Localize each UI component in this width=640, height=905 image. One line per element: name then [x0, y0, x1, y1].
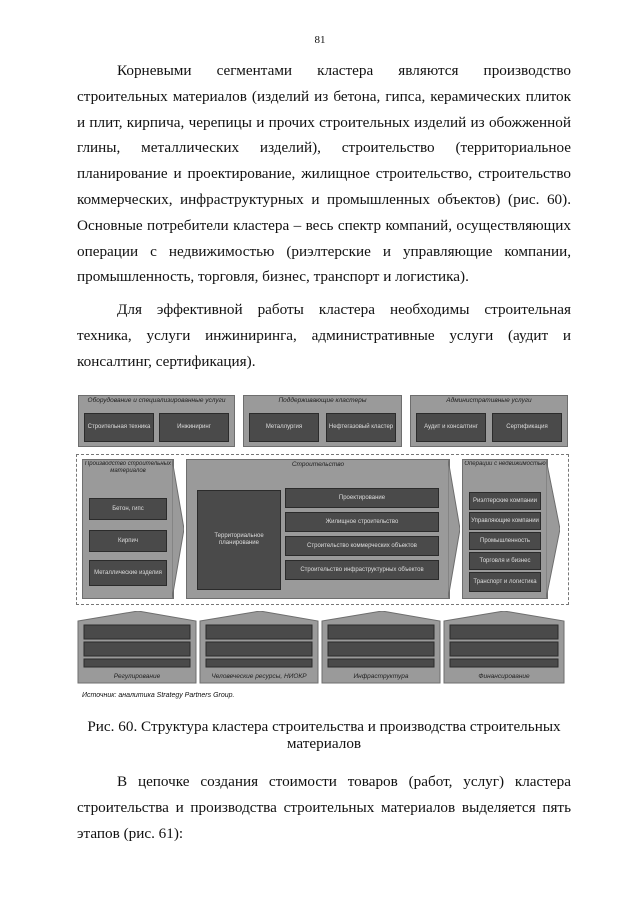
chevron-arrow-icon — [448, 459, 460, 599]
figure-box: Торговля и бизнес — [469, 552, 541, 570]
bottom-group-label: Финансирование — [478, 673, 530, 680]
top-group-equipment — [78, 395, 235, 447]
top-group-title: Административные услуги — [446, 397, 532, 404]
figure-box: Транспорт и логистика — [469, 572, 541, 592]
chevron-arrow-icon — [546, 459, 560, 599]
figure-box: Бетон, гипс — [89, 498, 167, 520]
figure-box: Территориальное планирование — [197, 490, 281, 590]
chevron-arrow-icon — [172, 459, 184, 599]
column-title: Строительство — [291, 461, 345, 468]
figure-box: Сертификация — [492, 413, 562, 442]
right-column-realestate — [462, 459, 548, 599]
figure-box: Строительная техника — [84, 413, 154, 442]
figure-box: Кирпич — [89, 530, 167, 552]
page-number: 81 — [314, 34, 326, 46]
column-title: Производство строительных материалов — [84, 461, 172, 474]
figure-box: Металлургия — [249, 413, 319, 442]
figure-box: Аудит и консалтинг — [416, 413, 486, 442]
top-group-title: Поддерживающие кластеры — [278, 397, 367, 404]
figure-box: Управляющие компании — [469, 512, 541, 530]
figure-box: Строительство инфраструктурных объектов — [285, 560, 439, 580]
paragraph-1: Корневыми сегментами кластера являются производство строительных материалов (изделий из бетона, гипса, керамических плиток и плит, кирпича, черепицы и прочих строительных изделий из обожженной глины, металлических изделий), строительство (территориальное планирование и проектирование, жилищное строительство, строительство коммерческих, инфраструктурных и промышленных объектов) (рис. 60). Основные потребители кластера – весь спектр компаний, осуществляющих операции с недвижимостью (риэлтерские и управляющие компании, промышленность, торговля, бизнес, транспорт и логистика). — [77, 62, 571, 286]
top-group-supporting — [243, 395, 402, 447]
top-group-title: Оборудование и специализированные услуги — [87, 397, 226, 404]
center-column-construction — [186, 459, 450, 599]
figure-box: Нефтегазовый кластер — [326, 413, 396, 442]
bottom-group-label: Инфраструктура — [353, 673, 409, 680]
left-column-materials — [82, 459, 174, 599]
figure-box: Промышленность — [469, 532, 541, 550]
figure-box: Металлические изделия — [89, 560, 167, 586]
figure-source: Источник: аналитика Strategy Partners Group. — [82, 692, 235, 699]
bottom-group-label: Человеческие ресурсы, НИОКР — [211, 673, 307, 680]
figure-caption: Рис. 60. Структура кластера строительства и производства строительных материалов — [87, 718, 561, 752]
top-group-admin — [410, 395, 568, 447]
figure-box: Проектирование — [285, 488, 439, 508]
paragraph-2: Для эффективной работы кластера необходимы строительная техника, услуги инжиниринга, административные услуги (аудит и консалтинг, сертификация). — [77, 301, 571, 370]
paragraph-3: В цепочке создания стоимости товаров (работ, услуг) кластера строительства и производства строительных материалов выделяется пять этапов (рис. 61): — [77, 773, 571, 842]
figure-box: Риэлтерские компании — [469, 492, 541, 510]
bottom-group-label: Регулирование — [113, 673, 161, 680]
figure-box: Инжиниринг — [159, 413, 229, 442]
figure-box: Строительство коммерческих объектов — [285, 536, 439, 556]
figure-box: Жилищное строительство — [285, 512, 439, 532]
column-title: Операции с недвижимостью — [464, 461, 546, 467]
cluster-structure-figure — [76, 393, 569, 685]
